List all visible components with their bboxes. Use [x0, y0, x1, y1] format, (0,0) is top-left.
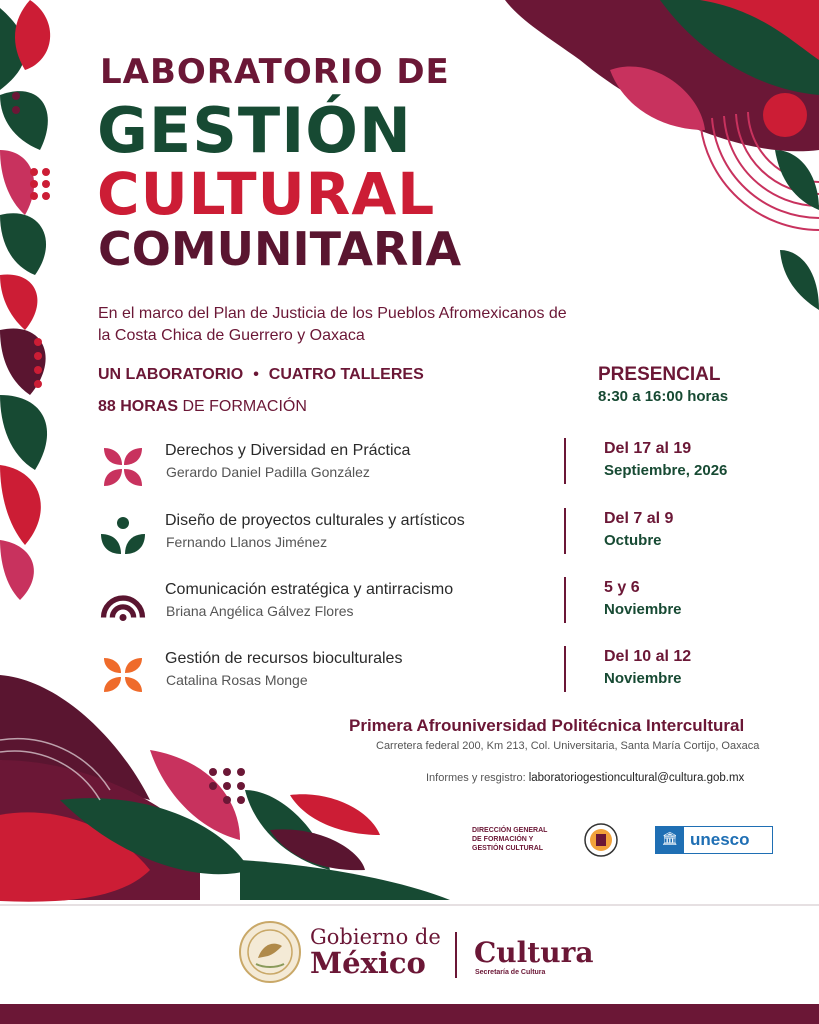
unesco-temple-icon: 🏛	[656, 827, 684, 853]
workshop-title: Derechos y Diversidad en Práctica	[165, 442, 411, 459]
venue-address: Carretera federal 200, Km 213, Col. Universitaria, Santa María Cortijo, Oaxaca	[376, 740, 760, 752]
cultura-label: Cultura	[474, 936, 594, 969]
modality-label: PRESENCIAL	[598, 364, 721, 385]
contact-email-link[interactable]: laboratoriogestioncultural@cultura.gob.mx	[528, 772, 745, 784]
unesco-wordmark: unesco	[690, 830, 750, 849]
hours-bold: 88 HORAS	[98, 398, 179, 415]
footer-divider	[0, 904, 819, 906]
divider	[564, 577, 566, 623]
workshop-title: Gestión de recursos bioculturales	[165, 650, 403, 667]
divider	[564, 438, 566, 484]
sprout-icon	[100, 514, 146, 560]
workshop-instructor: Briana Angélica Gálvez Flores	[166, 603, 354, 619]
afrouniversidad-seal-icon	[583, 822, 619, 858]
footer-separator	[455, 932, 457, 978]
title-line-2: GESTIÓN	[97, 94, 412, 167]
workshop-title: Comunicación estratégica y antirracismo	[165, 581, 454, 598]
gobierno-label: Gobierno de	[310, 925, 441, 949]
workshop-item	[100, 579, 800, 639]
summary-lab: UN LABORATORIO	[98, 366, 244, 383]
summary-separator: •	[253, 366, 259, 383]
footer-bar	[0, 1004, 819, 1024]
top-right-decoration	[505, 0, 819, 310]
title-line-1: LABORATORIO DE	[100, 52, 450, 92]
unesco-logo	[655, 826, 773, 854]
contact-label: Informes y resgistro:	[426, 772, 526, 784]
bottom-left-decoration	[0, 675, 450, 902]
intro-text: En el marco del Plan de Justicia de los Pueblos Afromexicanos de la Costa Chica de Guerrero y Oaxaca	[98, 305, 567, 344]
petals-icon	[100, 652, 146, 698]
title-line-3: CULTURAL	[97, 160, 436, 228]
venue-name: Primera Afrouniversidad Politécnica Intercultural	[349, 716, 745, 735]
mexico-label: México	[310, 946, 426, 980]
workshop-date-days: Del 10 al 12	[604, 648, 692, 665]
workshop-item	[100, 440, 800, 500]
title-line-4: COMUNITARIA	[98, 222, 462, 276]
mexico-coat-of-arms-icon	[238, 920, 302, 984]
divider	[564, 508, 566, 554]
summary-talleres: CUATRO TALLERES	[268, 366, 424, 383]
workshop-instructor: Catalina Rosas Monge	[166, 672, 308, 688]
signal-arcs-icon	[100, 583, 146, 629]
workshop-date-month: Noviembre	[604, 670, 682, 687]
summary-line	[98, 366, 424, 384]
flower-icon	[100, 444, 146, 490]
modality-time: 8:30 a 16:00 horas	[598, 388, 729, 405]
workshop-date-month: Septiembre, 2026	[604, 462, 728, 479]
workshop-instructor: Fernando Llanos Jiménez	[166, 534, 328, 550]
workshop-date-month: Octubre	[604, 532, 662, 549]
left-vine-decoration	[0, 0, 50, 600]
hours-rest: DE FORMACIÓN	[178, 398, 307, 415]
divider	[564, 646, 566, 692]
dgfgc-logo: DIRECCIÓN GENERAL DE FORMACIÓN Y GESTIÓN CULTURAL	[472, 827, 548, 852]
workshop-date-days: 5 y 6	[604, 579, 640, 596]
workshop-item	[100, 510, 800, 570]
workshop-date-days: Del 7 al 9	[604, 510, 674, 527]
contact-line	[426, 772, 744, 784]
hours-line	[98, 398, 307, 416]
workshop-instructor: Gerardo Daniel Padilla González	[166, 464, 370, 480]
workshop-date-month: Noviembre	[604, 601, 682, 618]
workshop-title: Diseño de proyectos culturales y artísticos	[165, 512, 465, 529]
workshop-item	[100, 648, 800, 708]
secretaria-label: Secretaría de Cultura	[475, 969, 546, 976]
workshop-date-days: Del 17 al 19	[604, 440, 692, 457]
